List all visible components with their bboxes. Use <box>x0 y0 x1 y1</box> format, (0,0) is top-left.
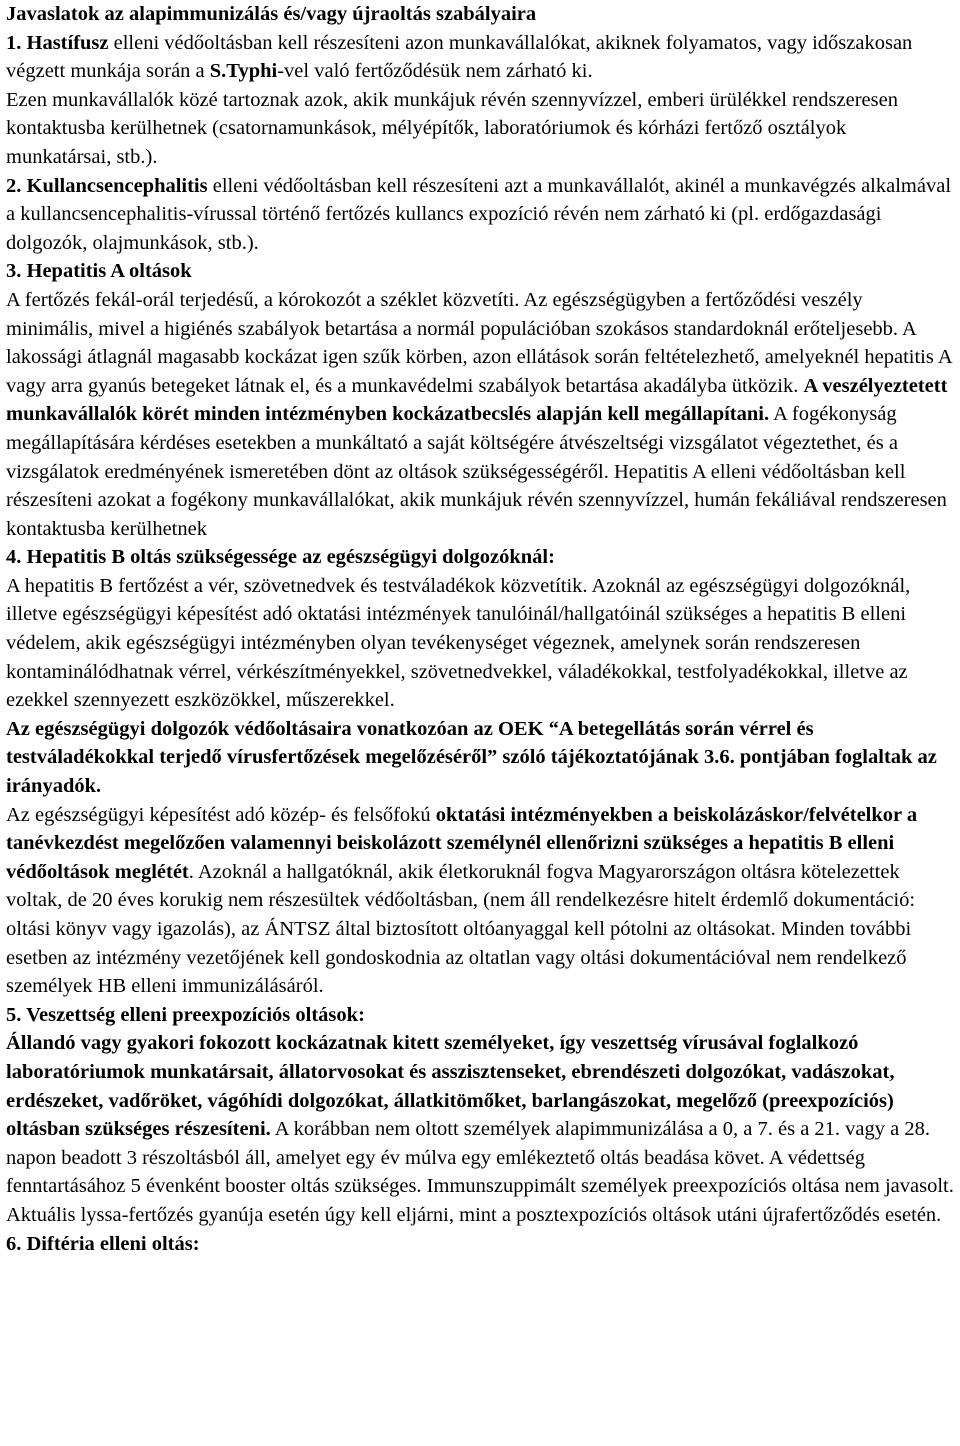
section-4-schools <box>6 801 954 1001</box>
text-run: A korábban nem oltott személyek alapimmunizálása a 0, a 7. és a 21. vagy a 28. napon beadott 3 részoltásból áll, amelyet egy év múlva egy emlékeztető oltás beadása követ. A védettség fenntartásához 5 évenként booster oltás szükséges. Immunszuppimált személyek preexpozíciós oltása nem javasolt. Aktuális lyssa-fertőzés gyanúja esetén úgy kell eljárni, mint a posztexpozíciós oltások utáni újrafertőződés esetén. <box>6 1118 954 1226</box>
text-run: Ezen munkavállalók közé tartoznak azok, akik munkájuk révén szennyvízzel, emberi ürülékkel rendszeresen kontaktusba kerülhetnek (csatornamunkások, mélyépítők, laboratóriumok és kórházi fertőző osztályok munkatársai, stb.). <box>6 88 898 168</box>
bold-text-run: 1. Hastífusz <box>6 31 109 54</box>
text-run: elleni védőoltásban kell részesíteni azt a munkavállalót, akinél a munkavégzés alkalmával a kullancsencephalitis-vírussal történő fertőzés kullancs expozíció révén nem zárható ki (pl. erdőgazdasági dolgozók, olajmunkások, stb.). <box>6 174 952 254</box>
bold-text-run: oktatási intézményekben a beiskolázáskor/felvételkor a tanévkezdést megelőzően valamennyi beiskolázott személynél ellenőrizni szükséges a hepatitis B elleni védőoltások meglétét <box>6 803 918 883</box>
text-run: A fertőzés fekál-orál terjedésű, a kórokozót a széklet közvetíti. Az egészségügyben a fertőződési veszély minimális, mivel a higiénés szabályok betartása a normál populációban szokásos standardoknál erőteljesebb. A lakossági átlagnál magasabb kockázat igen szűk körben, azon ellátások során feltételezhető, amelyeknél hepatitis A vagy arra gyanús betegeket látnak el, és a munkavédelmi szabályok betartása akadályba ütközik. <box>6 288 952 397</box>
bold-text-run: 2. Kullancsencephalitis <box>6 174 208 197</box>
section-2 <box>6 172 954 258</box>
bold-text-run: Állandó vagy gyakori fokozott kockázatnak kitett személyeket, így veszettség vírusával foglalkozó laboratóriumok munkatársait, állatorvosokat és asszisztenseket, ebrendészeti dolgozókat, vadászokat, erdészeket, vadőröket, vágóhídi dolgozókat, állatkitömőket, barlangászokat, megelőző (preexpozíciós) oltásban szükséges részesíteni. <box>6 1032 895 1141</box>
section-5-heading <box>6 1001 954 1030</box>
section-1-body <box>6 86 954 172</box>
document-title: Javaslatok az alapimmunizálás és/vagy újraoltás szabályaira <box>6 3 537 25</box>
section-6-heading <box>6 1230 954 1259</box>
section-4-heading <box>6 543 954 572</box>
document-body <box>6 29 954 1259</box>
text-run: A fogékonyság megállapítására kérdéses esetekben a munkáltató a saját költségére átvészeltségi vizsgálatot végeztethet, és a vizsgálatok eredményének ismeretében dönt az oltások szükségességéről. Hepatitis A elleni védőoltásban kell részesíteni azokat a fogékony munkavállalókat, akik munkájuk révén szennyvízzel, humán fekáliával rendszeresen kontaktusba kerülhetnek <box>6 403 947 540</box>
section-4-body <box>6 572 954 715</box>
section-1-heading <box>6 29 954 86</box>
bold-text-run: Az egészségügyi dolgozók védőoltásaira vonatkozóan az OEK “A betegellátás során vérrel és testváladékokkal terjedő vírusfertőzések megelőzéséről” szóló tájékoztatójának 3.6. pontjában foglaltak az irányadók. <box>6 717 937 798</box>
section-5-body <box>6 1029 954 1229</box>
section-3-heading <box>6 257 954 286</box>
bold-text-run: S.Typhi <box>209 60 278 83</box>
bold-text-run: 5. Veszettség elleni preexpozíciós oltások: <box>6 1003 365 1026</box>
section-4-oek <box>6 715 954 801</box>
bold-text-run: 3. Hepatitis A oltások <box>6 260 192 283</box>
text-run: . Azoknál a hallgatóknál, akik életkoruknál fogva Magyarországon oltásra kötelezettek voltak, de 20 éves korukig nem részesültek védőoltásban, (nem áll rendelkezésre hitelt érdemlő dokumentáció: oltási könyv vagy igazolás), az ÁNTSZ által biztosított oltóanyaggal kell pótolni az oltásokat. Minden további esetben az intézmény vezetőjének kell gondoskodnia az oltatlan vagy oltási dokumentációval nem rendelkező személyek HB elleni immunizálásáról. <box>6 860 916 998</box>
text-run: elleni védőoltásban kell részesíteni azon munkavállalókat, akiknek folyamatos, vagy időszakosan végzett munkája során a <box>6 31 913 83</box>
text-run: -vel való fertőződésük nem zárható ki. <box>277 60 593 83</box>
bold-text-run: A veszélyeztetett munkavállalók körét minden intézményben kockázatbecslés alapján kell megállapítani. <box>6 374 948 426</box>
text-run: A hepatitis B fertőzést a vér, szövetnedvek és testváladékok közvetítik. Azoknál az egészségügyi dolgozóknál, illetve egészségügyi képesítést adó oktatási intézmények tanulóinál/hallgatóinál szükséges a hepatitis B elleni védelem, akik egészségügyi intézményben olyan tevékenységet végeznek, amelynek során rendszeresen kontaminálódhatnak vérrel, vérkészítményekkel, szövetnedvekkel, váladékokkal, testfolyadékokkal, illetve az ezekkel szennyezett eszközökkel, műszerekkel. <box>6 574 911 712</box>
text-run: Az egészségügyi képesítést adó közép- és felsőfokú <box>6 803 436 826</box>
section-3-body <box>6 286 954 543</box>
bold-text-run: 6. Diftéria elleni oltás: <box>6 1232 200 1255</box>
bold-text-run: 4. Hepatitis B oltás szükségessége az egészségügyi dolgozóknál: <box>6 546 555 569</box>
